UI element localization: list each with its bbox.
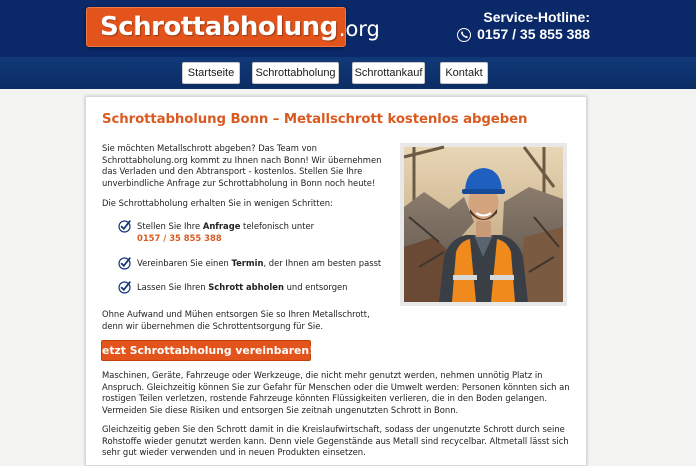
worker-photo	[400, 143, 567, 306]
page-title: Schrottabholung Bonn – Metallschrott kostenlos abgeben	[102, 112, 528, 127]
after-steps-text: Ohne Aufwand und Mühen entsorgen Sie so Ihren Metallschrott, denn wir übernehmen die Schrottentsorgung für Sie.	[102, 309, 370, 331]
body-paragraph-2: Gleichzeitig geben Sie den Schrott damit in die Kreislaufwirtschaft, sodass der ungenutzte Schrott durch seine Rohstoffe wieder genutzt werden kann. Denn viele Gegenstände aus Metall sind recycelbar. Altmetall lässt sich sehr gut wieder verwenden und in neuen Produkten einsetzen.	[102, 424, 569, 458]
main-nav	[0, 57, 696, 89]
nav-item-schrottabholung[interactable]: Schrottabholung	[252, 62, 339, 84]
intro-text: Sie möchten Metallschrott abgeben? Das Team von Schrottabholung.org kommt zu Ihnen nach Bonn! Wir übernehmen das Verladen und den Abtransport - kostenlos. Stellen Sie Ihre unverbindliche Anfrage zur Schrottabholung in Bonn noch heute!	[102, 143, 382, 188]
phone-icon	[457, 28, 471, 42]
step-abholen: Lassen Sie Ihren Schrott abholen und entsorgen	[118, 282, 398, 294]
body-paragraph-1: Maschinen, Geräte, Fahrzeuge oder Werkzeuge, die nicht mehr genutzt werden, nehmen unnötig Platz in Anspruch. Gleichzeitig können Sie zur Gefahr für Menschen oder die Umwelt werden: Personen könnten sich an rostigen Teilen verletzen, rostende Fahrzeuge könnten Flüssigkeiten verlieren, die in den Boden gelangen. Vermeiden Sie diese Risiken und entsorgen Sie zeitnah ungenutzten Schrott in Bonn.	[102, 370, 570, 415]
step-phone-number[interactable]: 0157 / 35 855 388	[137, 232, 222, 243]
nav-item-schrottankauf[interactable]: Schrottankauf	[352, 62, 425, 84]
step-anfrage: Stellen Sie Ihre Anfrage telefonisch unter 0157 / 35 855 388	[118, 221, 398, 244]
steps-intro: Die Schrottabholung erhalten Sie in wenigen Schritten:	[102, 198, 333, 208]
hotline-label: Service-Hotline:	[483, 9, 590, 25]
check-icon	[118, 257, 131, 270]
hotline-number[interactable]: 0157 / 35 855 388	[477, 26, 590, 42]
site-logo[interactable]	[86, 7, 380, 47]
content-card	[85, 96, 587, 466]
site-header	[0, 0, 696, 57]
check-icon	[118, 281, 131, 294]
nav-item-startseite[interactable]: Startseite	[182, 62, 240, 84]
logo-tld: .org	[338, 17, 380, 41]
check-icon	[118, 220, 131, 233]
nav-item-kontakt[interactable]: Kontakt	[440, 62, 488, 84]
step-termin: Vereinbaren Sie einen Termin, der Ihnen am besten passt	[118, 258, 398, 270]
service-hotline	[455, 9, 590, 43]
logo-text: Schrottabholung	[100, 12, 338, 42]
cta-button[interactable]: Jetzt Schrottabholung vereinbaren!	[101, 340, 311, 361]
